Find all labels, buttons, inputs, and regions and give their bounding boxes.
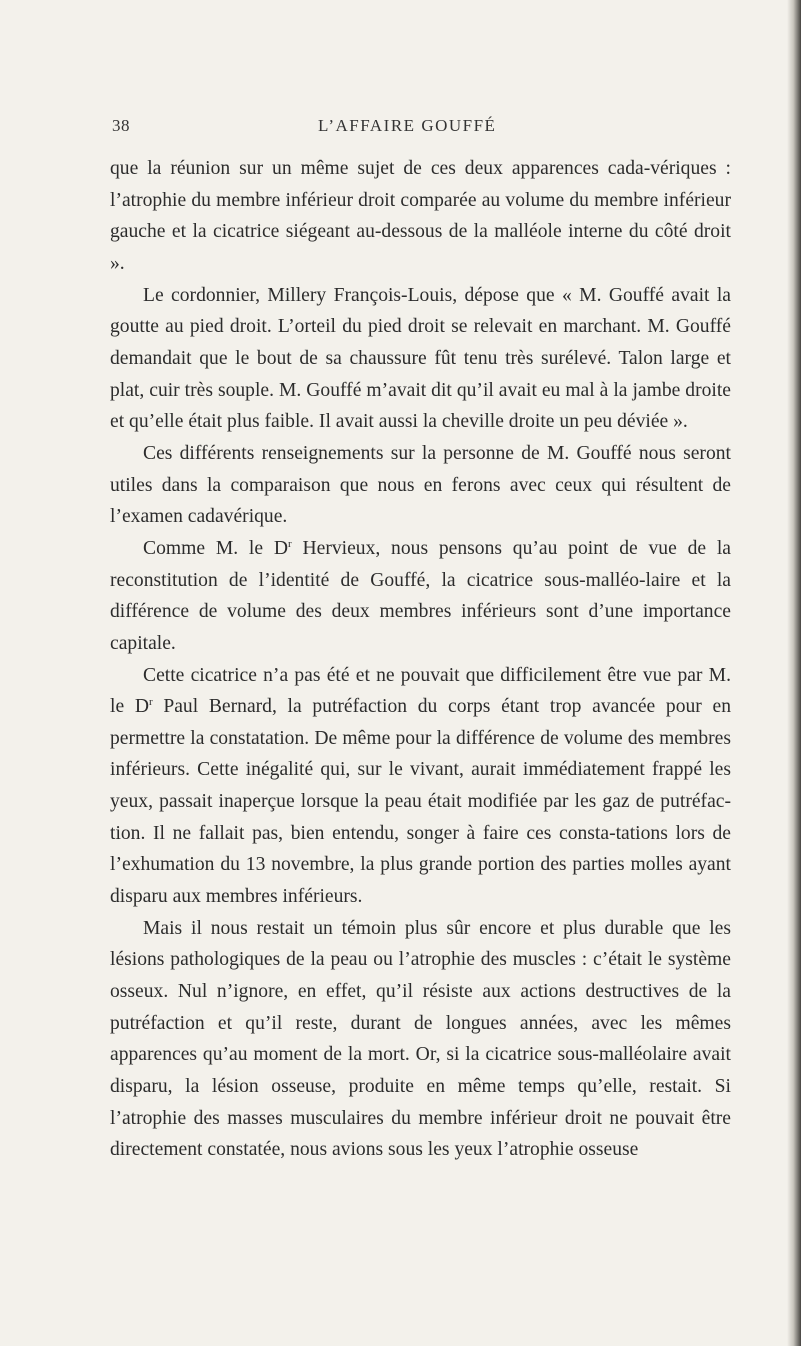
- paragraph-6: Mais il nous restait un témoin plus sûr encore et plus durable que les lésions pathologiques de la peau ou l’atrophie des muscles : c’était le système osseux. Nul n’ignore, en effet, qu’il résiste aux actions destructives de la putréfaction et qu’il reste, durant de longues années, avec les mêmes apparences qu’au moment de la mort. Or, si la cicatrice sous-malléolaire avait disparu, la lésion osseuse, produite en même temps qu’elle, restait. Si l’atrophie des masses musculaires du membre inférieur droit ne pouvait être directement constatée, nous avions sous les yeux l’atrophie osseuse: [110, 917, 731, 1161]
- page-number: 38: [112, 116, 130, 135]
- doctor-abbrev-sup: r: [148, 696, 153, 709]
- paragraph-5-start: Cette cicatrice n’a pas été et ne pouvait que difficilement être vue par M. le D: [110, 664, 731, 718]
- paragraph-4: [110, 533, 731, 660]
- paragraph-2: Le cordonnier, Millery François-Louis, dépose que « M. Gouffé avait la goutte au pied droit. L’orteil du pied droit se relevait en marchant. M. Gouffé demandait que le bout de sa chaussure fût tenu très surélevé. Talon large et plat, cuir très souple. M. Gouffé m’avait dit qu’il avait eu mal à la jambe droite et qu’elle était plus faible. Il avait aussi la cheville droite un peu déviée ».: [110, 284, 731, 433]
- paragraph-4-start: Comme M. le D: [143, 537, 289, 559]
- paragraph-5-rest: Paul Bernard, la putréfaction du corps étant trop avancée pour en permettre la constatation. De même pour la différence de volume des membres inférieurs. Cette inégalité qui, sur le vivant, aurait immédiatement frappé les yeux, passait inaperçue lorsque la peau était modifiée par les gaz de putréfac-tion. Il ne fallait pas, bien entendu, songer à faire ces consta-tations lors de l’exhumation du 13 novembre, la plus grande portion des parties molles ayant disparu aux membres inférieurs.: [110, 696, 731, 908]
- body-text: [110, 153, 731, 1166]
- page-header: [0, 116, 801, 140]
- paragraph-3: Ces différents renseignements sur la personne de M. Gouffé nous seront utiles dans la comparaison que nous en ferons avec ceux qui résultent de l’examen cadavérique.: [110, 442, 731, 528]
- paragraph-1: que la réunion sur un même sujet de ces deux apparences cada-vériques : l’atrophie du membre inférieur droit comparée au volume du membre inférieur gauche et la cicatrice siégeant au-dessous de la malléole interne du côté droit ».: [110, 158, 731, 274]
- paragraph-4-rest: Hervieux, nous pensons qu’au point de vue de la reconstitution de l’identité de Gouffé, la cicatrice sous-malléo-laire et la différence de volume des deux membres inférieurs sont d’une importance capitale.: [110, 537, 731, 654]
- paragraph-5: [110, 660, 731, 913]
- running-title: L’AFFAIRE GOUFFÉ: [318, 116, 497, 135]
- doctor-abbrev-sup: r: [288, 537, 292, 550]
- page-edge-shadow: [787, 0, 801, 1346]
